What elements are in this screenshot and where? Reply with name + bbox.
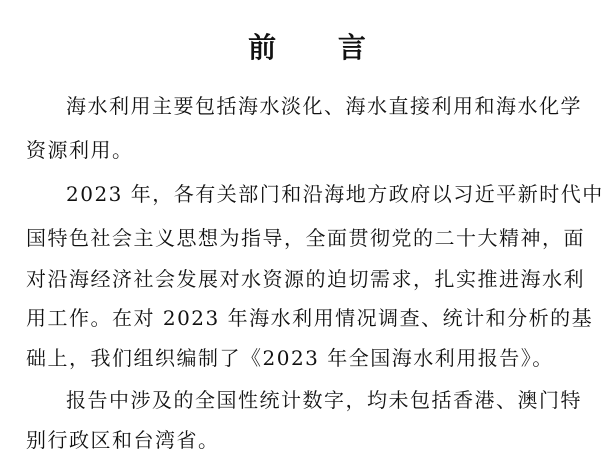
paragraph-1-line-1: 海水利用主要包括海水淡化、海水直接利用和海水化学 [66, 94, 582, 118]
paragraph-2-line-4: 用工作。在对 2023 年海水利用情况调查、统计和分析的基 [26, 306, 594, 330]
paragraph-1-line-2: 资源利用。 [26, 138, 134, 162]
paragraph-2-line-5: 础上，我们组织编制了《2023 年全国海水利用报告》。 [26, 346, 554, 370]
paragraph-2-line-2: 国特色社会主义思想为指导，全面贯彻党的二十大精神，面 [26, 226, 585, 250]
paragraph-3-line-2: 别行政区和台湾省。 [26, 428, 220, 452]
paragraph-2-line-3: 对沿海经济社会发展对水资源的迫切需求，扎实推进海水利 [26, 267, 585, 291]
paragraph-2-line-1: 2023 年，各有关部门和沿海地方政府以习近平新时代中 [66, 182, 604, 206]
paragraph-3-line-1: 报告中涉及的全国性统计数字，均未包括香港、澳门特 [66, 388, 582, 412]
page-title: 前 言 [248, 31, 392, 64]
